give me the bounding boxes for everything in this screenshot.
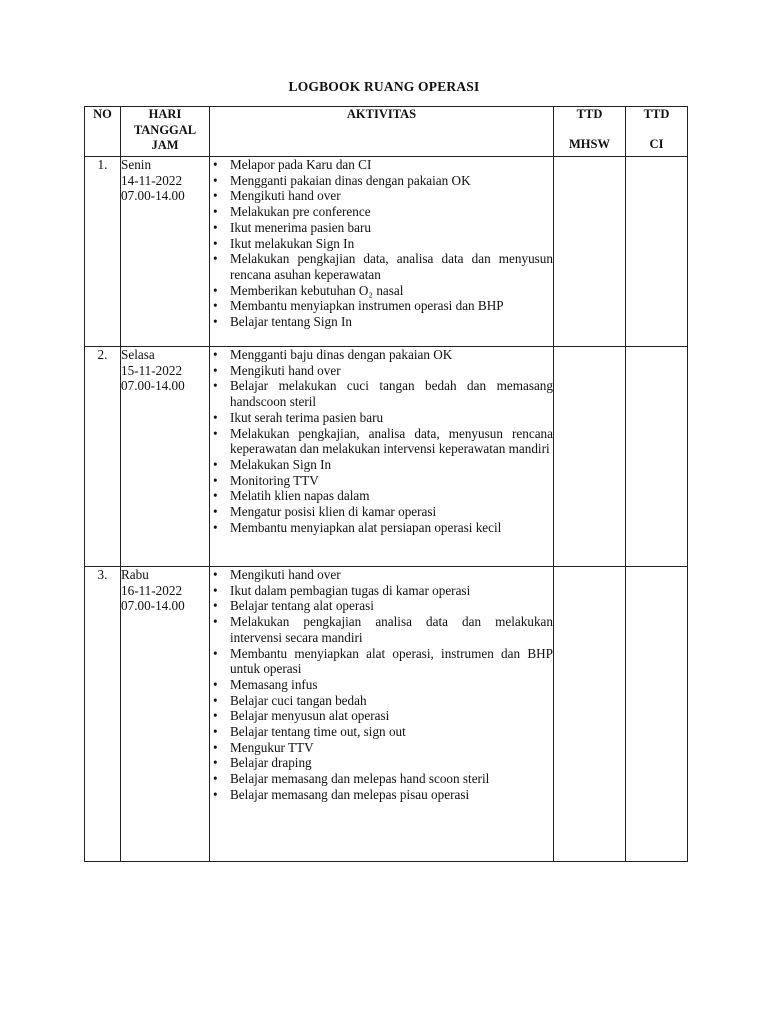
row-number: 2. bbox=[85, 347, 121, 567]
activity-item: • Melakukan pengkajian data, analisa data dan menyusun rencana asuhan keperawatan bbox=[210, 251, 553, 282]
activity-item: • Belajar tentang time out, sign out bbox=[210, 724, 553, 740]
activity-item: • Mengganti baju dinas dengan pakaian OK bbox=[210, 347, 553, 363]
row-activities bbox=[210, 347, 554, 567]
activity-item: • Membantu menyiapkan alat operasi, instrumen dan BHP untuk operasi bbox=[210, 646, 553, 677]
row-activities bbox=[210, 157, 554, 347]
row-day: Rabu bbox=[121, 567, 149, 582]
row-number: 1. bbox=[85, 157, 121, 347]
row-date-cell bbox=[121, 157, 210, 347]
header-no: NO bbox=[85, 107, 121, 157]
activity-item: • Mengikuti hand over bbox=[210, 567, 553, 583]
header-tanggal: TANGGAL bbox=[133, 122, 197, 137]
activity-list bbox=[210, 347, 553, 535]
activity-item: • Membantu menyiapkan alat persiapan operasi kecil bbox=[210, 520, 553, 536]
table-header-row bbox=[85, 107, 688, 157]
signature-ci-cell bbox=[626, 567, 688, 862]
row-activities bbox=[210, 567, 554, 862]
activity-item: • Membantu menyiapkan instrumen operasi dan BHP bbox=[210, 298, 553, 314]
activity-item: • Ikut serah terima pasien baru bbox=[210, 410, 553, 426]
signature-ci-cell bbox=[626, 347, 688, 567]
signature-mhsw-cell bbox=[554, 157, 626, 347]
activity-item: • Memberikan kebutuhan O₂ nasal bbox=[210, 283, 553, 299]
header-aktivitas: AKTIVITAS bbox=[210, 107, 554, 157]
row-date: 14-11-2022 bbox=[121, 172, 183, 188]
activity-item: • Mengikuti hand over bbox=[210, 363, 553, 379]
activity-item: • Monitoring TTV bbox=[210, 473, 553, 489]
row-date-cell bbox=[121, 567, 210, 862]
activity-item: • Melapor pada Karu dan CI bbox=[210, 157, 553, 173]
header-hari: HARI bbox=[148, 107, 182, 121]
activity-item: • Ikut melakukan Sign In bbox=[210, 236, 553, 252]
row-day: Selasa bbox=[121, 347, 155, 362]
activity-item: • Memasang infus bbox=[210, 677, 553, 693]
activity-item: • Mengganti pakaian dinas dengan pakaian OK bbox=[210, 173, 553, 189]
header-jam: JAM bbox=[151, 138, 179, 152]
header-ttd-ci-line2: CI bbox=[649, 136, 664, 151]
activity-item: • Melakukan pengkajian, analisa data, menyusun rencana keperawatan dan melakukan intervensi keperawatan mandiri bbox=[210, 426, 553, 457]
activity-item: • Melakukan pre conference bbox=[210, 204, 553, 220]
row-time: 07.00-14.00 bbox=[121, 188, 185, 204]
row-time: 07.00-14.00 bbox=[121, 598, 185, 614]
logbook-table bbox=[84, 106, 688, 862]
activity-item: • Mengikuti hand over bbox=[210, 188, 553, 204]
row-time: 07.00-14.00 bbox=[121, 378, 185, 394]
row-number: 3. bbox=[85, 567, 121, 862]
activity-item: • Belajar memasang dan melepas pisau operasi bbox=[210, 787, 553, 803]
activity-item: • Belajar cuci tangan bedah bbox=[210, 693, 553, 709]
table-row bbox=[85, 567, 688, 862]
signature-mhsw-cell bbox=[554, 567, 626, 862]
activity-item: • Belajar menyusun alat operasi bbox=[210, 708, 553, 724]
table-row bbox=[85, 157, 688, 347]
activity-item: • Belajar tentang alat operasi bbox=[210, 598, 553, 614]
signature-mhsw-cell bbox=[554, 347, 626, 567]
activity-item: • Ikut dalam pembagian tugas di kamar operasi bbox=[210, 583, 553, 599]
header-ttd-ci-line1: TTD bbox=[643, 107, 670, 121]
activity-list bbox=[210, 157, 553, 330]
header-ttd-mhsw-line2: MHSW bbox=[569, 136, 610, 151]
activity-item: • Belajar draping bbox=[210, 755, 553, 771]
activity-list bbox=[210, 567, 553, 803]
activity-item: • Melatih klien napas dalam bbox=[210, 488, 553, 504]
row-day: Senin bbox=[121, 157, 152, 172]
row-date: 15-11-2022 bbox=[121, 362, 183, 378]
activity-item: • Mengatur posisi klien di kamar operasi bbox=[210, 504, 553, 520]
signature-ci-cell bbox=[626, 157, 688, 347]
header-hari-tanggal-jam bbox=[121, 107, 210, 157]
header-ttd-mhsw-line1: TTD bbox=[576, 107, 603, 121]
header-ttd-ci bbox=[626, 107, 688, 157]
table-row bbox=[85, 347, 688, 567]
activity-item: • Belajar melakukan cuci tangan bedah dan memasang handscoon steril bbox=[210, 378, 553, 409]
activity-item: • Belajar memasang dan melepas hand scoon steril bbox=[210, 771, 553, 787]
activity-item: • Belajar tentang Sign In bbox=[210, 314, 553, 330]
activity-item: • Mengukur TTV bbox=[210, 740, 553, 756]
activity-item: • Melakukan pengkajian analisa data dan melakukan intervensi secara mandiri bbox=[210, 614, 553, 645]
header-ttd-mhsw bbox=[554, 107, 626, 157]
activity-item: • Melakukan Sign In bbox=[210, 457, 553, 473]
activity-item: • Ikut menerima pasien baru bbox=[210, 220, 553, 236]
row-date-cell bbox=[121, 347, 210, 567]
row-date: 16-11-2022 bbox=[121, 582, 183, 598]
document-title: LOGBOOK RUANG OPERASI bbox=[288, 79, 480, 94]
